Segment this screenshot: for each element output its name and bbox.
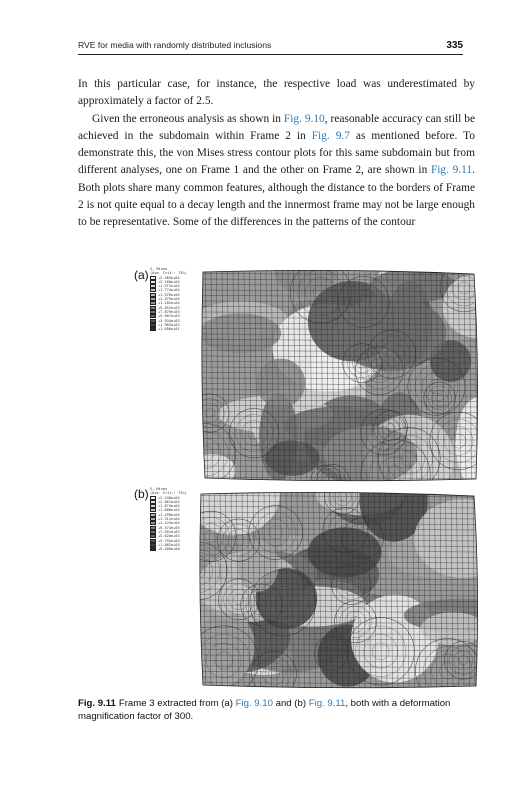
legend-row (150, 547, 194, 551)
legend-value: +1.182e+04 (158, 301, 180, 306)
legend-value: +1.312e+04 (158, 517, 180, 522)
legend-value: +1.971e+04 (158, 284, 180, 289)
legend-value: +1.874e+04 (158, 504, 180, 509)
caption-ref-link[interactable]: Fig. 9.10 (235, 698, 273, 709)
panel-a-legend (150, 267, 194, 331)
legend-value: +9.400e+00 (158, 547, 180, 552)
legend-value: +1.882e+03 (158, 542, 180, 547)
legend-value: +2.248e+04 (158, 495, 180, 500)
legend-value: +7.501e+03 (158, 529, 180, 534)
legend-value: +2.168e+04 (158, 279, 180, 284)
stress-region (200, 313, 281, 353)
paragraph-2-text: Given the erroneous analysis as shown in (92, 112, 284, 125)
panel-b-contour-plot (198, 490, 480, 690)
legend-value: +7.879e+03 (158, 309, 180, 314)
running-header (78, 40, 463, 55)
legend-header: S, Mises (Ave. Crit.: 75%) (150, 487, 187, 496)
panel-a-label: (a) (134, 268, 149, 282)
legend-swatch (150, 327, 156, 331)
legend-value: +1.125e+04 (158, 521, 180, 526)
legend-swatch (150, 547, 156, 551)
panel-b-legend (150, 487, 194, 551)
figure-ref-link[interactable]: Fig. 9.11 (430, 164, 473, 177)
page-number: 335 (446, 40, 463, 51)
legend-value: +2.061e+04 (158, 499, 180, 504)
mesh-line (479, 490, 481, 690)
paragraph-2-text: , reasonable accuracy can still be achieved in the subdomain within Frame 2 in (78, 112, 475, 142)
legend-value: +1.962e+03 (158, 322, 180, 327)
legend-value: +3.934e+03 (158, 318, 180, 323)
paragraph-2 (78, 111, 475, 232)
legend-value: +9.374e+03 (158, 525, 180, 530)
paragraph-1: In this particular case, for instance, the respective load was underestimated by approximately a factor of 2.5. (78, 78, 475, 108)
panel-a-contour-plot (200, 268, 480, 483)
figure-caption (78, 697, 478, 723)
legend-value: +9.852e+03 (158, 305, 180, 310)
panel-b-label: (b) (134, 487, 149, 501)
running-title: RVE for media with randomly distributed inclusions (78, 40, 272, 50)
body-text (78, 76, 475, 232)
legend-value: +5.628e+03 (158, 534, 180, 539)
mesh-line (198, 688, 480, 690)
paragraph-2-text: as mentioned before. To demonstrate this, the von Mises stress contour plots for this same subdomain but from different analyses, one on Frame 1 and the other on Frame 2, are shown in (78, 129, 475, 177)
caption-figure-label: Fig. 9.11 (78, 698, 116, 709)
caption-ref-link[interactable]: Fig. 9.11 (308, 698, 346, 709)
legend-value: +5.907e+03 (158, 314, 180, 319)
legend-value: +2.365e+04 (158, 275, 180, 280)
legend-value: +1.379e+04 (158, 297, 180, 302)
legend-header: S, Mises (Ave. Crit.: 75%) (150, 267, 187, 276)
figure-ref-link[interactable]: Fig. 9.10 (283, 112, 325, 125)
legend-value: +1.686e+04 (158, 508, 180, 513)
legend-row (150, 327, 194, 331)
mesh-line (200, 268, 480, 270)
mesh-line (198, 490, 480, 492)
figure-ref-link[interactable]: Fig. 9.7 (311, 129, 350, 142)
caption-text: , both with a deformation magnification factor of 300. (78, 698, 451, 723)
legend-value: +1.056e+01 (158, 327, 180, 332)
mesh-group (198, 490, 480, 690)
mesh-line (200, 483, 480, 484)
legend-value: +1.774e+04 (158, 288, 180, 293)
mesh-group (200, 268, 480, 483)
legend-value: +1.576e+04 (158, 292, 180, 297)
legend-value: +3.755e+03 (158, 538, 180, 543)
legend-value: +1.499e+04 (158, 512, 180, 517)
paragraph-2-text: . Both plots share many common features, although the distance to the borders of Frame 2 is not quite equal to a decay length and the innermost frame may not be large enough to be representative. Some of the differences in the patterns of the contour (78, 164, 475, 229)
caption-text: and (b) (272, 698, 309, 709)
caption-text: Frame 3 extracted from (a) (118, 698, 236, 709)
